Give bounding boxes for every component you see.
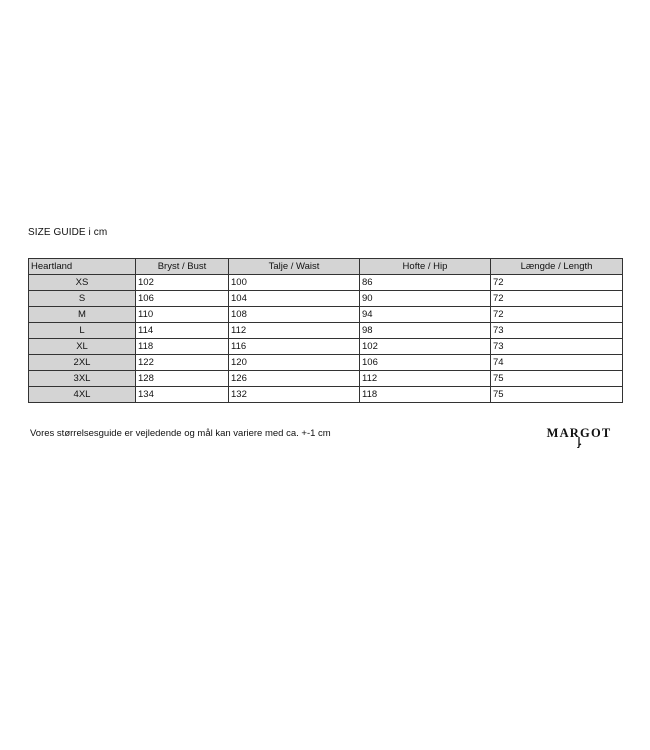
waist-value: 132: [229, 387, 360, 403]
length-value: 72: [491, 275, 623, 291]
waist-value: 108: [229, 307, 360, 323]
column-header-waist: Talje / Waist: [229, 259, 360, 275]
size-label: M: [29, 307, 136, 323]
logo-wordmark: MARGOT: [546, 426, 612, 440]
waist-value: 126: [229, 371, 360, 387]
bust-value: 118: [136, 339, 229, 355]
length-value: 72: [491, 307, 623, 323]
hip-value: 102: [360, 339, 491, 355]
table-row: [29, 275, 623, 291]
column-header-length: Længde / Length: [491, 259, 623, 275]
bust-value: 102: [136, 275, 229, 291]
waist-value: 104: [229, 291, 360, 307]
table-row: [29, 371, 623, 387]
table-row: [29, 339, 623, 355]
length-value: 73: [491, 339, 623, 355]
bust-value: 134: [136, 387, 229, 403]
hip-value: 98: [360, 323, 491, 339]
hip-value: 90: [360, 291, 491, 307]
table-row: [29, 387, 623, 403]
table-corner-label: Heartland: [29, 259, 136, 275]
table-row: [29, 307, 623, 323]
size-label: 4XL: [29, 387, 136, 403]
waist-value: 116: [229, 339, 360, 355]
size-label: 2XL: [29, 355, 136, 371]
table-row: [29, 291, 623, 307]
size-label: S: [29, 291, 136, 307]
hip-value: 94: [360, 307, 491, 323]
bust-value: 114: [136, 323, 229, 339]
length-value: 73: [491, 323, 623, 339]
margot-logo: [536, 424, 622, 448]
size-guide-table: [28, 258, 623, 403]
hip-value: 118: [360, 387, 491, 403]
size-label: L: [29, 323, 136, 339]
table-header-row: [29, 259, 623, 275]
length-value: 75: [491, 387, 623, 403]
table-row: [29, 323, 623, 339]
hip-value: 112: [360, 371, 491, 387]
table-row: [29, 355, 623, 371]
hip-value: 106: [360, 355, 491, 371]
bust-value: 122: [136, 355, 229, 371]
size-label: 3XL: [29, 371, 136, 387]
size-label: XL: [29, 339, 136, 355]
bust-value: 128: [136, 371, 229, 387]
length-value: 72: [491, 291, 623, 307]
size-label: XS: [29, 275, 136, 291]
hip-value: 86: [360, 275, 491, 291]
bust-value: 106: [136, 291, 229, 307]
column-header-hip: Hofte / Hip: [360, 259, 491, 275]
disclaimer-note: Vores størrelsesguide er vejledende og mål kan variere med ca. +-1 cm: [30, 428, 331, 439]
length-value: 74: [491, 355, 623, 371]
waist-value: 100: [229, 275, 360, 291]
column-header-bust: Bryst / Bust: [136, 259, 229, 275]
bust-value: 110: [136, 307, 229, 323]
page-title: SIZE GUIDE i cm: [28, 227, 108, 238]
length-value: 75: [491, 371, 623, 387]
waist-value: 112: [229, 323, 360, 339]
waist-value: 120: [229, 355, 360, 371]
